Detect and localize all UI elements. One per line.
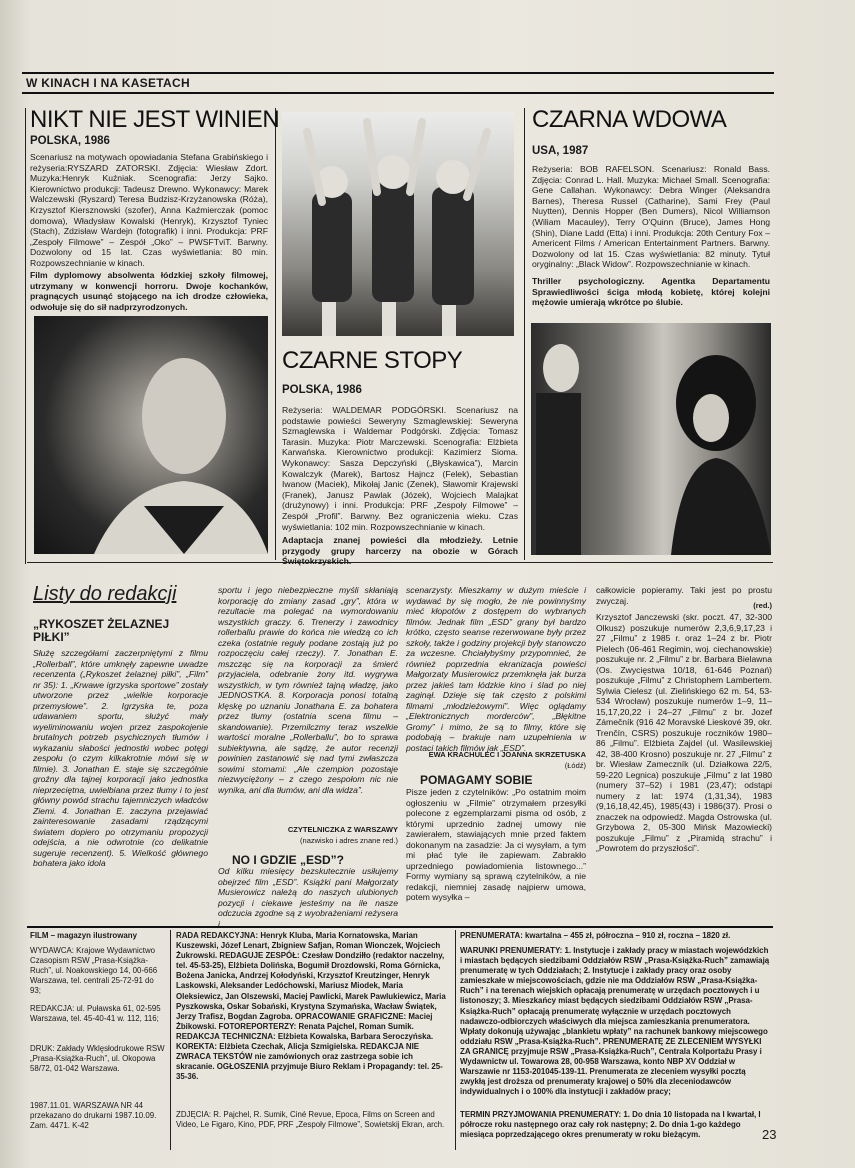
rule xyxy=(524,108,525,560)
footer-pren1: PRENUMERATA: kwartalna – 455 zł, półroczna – 910 zł, roczna – 1820 zł. xyxy=(460,931,731,940)
section-title: W KINACH I NA KASETACH xyxy=(26,76,190,90)
listy-col1: Służę szczegółami zaczerpniętymi z filmu „Rollerball”, które umknęły zapewne uwadze recenzenta („Rykoszet żelaznej piłki”, „Film” nr 35): 1. „Krwawe igrzyska sportowe” zostały utworzone przez „wielkie korporacje przemysłowe”. 2. Igrzyska te, poza udawaniem sportu, służyć mały wyeliminowaniu wojen przez zaspokojenie brutalnych potrzeb psychicznych tłumów i wykazaniu słabości jednostki wobec potęgi zespołu (o czym kilkakrotnie mówi się w filmie). 3. Jonathan E. staje się szczególnie groźny dla tajnej korporacji jako jednostka nieprzeciętna, uwielbiana przez tłumy i to jest główny powód strachu tajemniczych władców Ziemi. 4. Jonathan E. zaczyna przejawiać zainteresowanie zasadami rządzącymi światem dopiero po otrzymaniu propozycji odejścia, a nie odwrotnie (co delikatnie sugeruje recenzent). 5. Wielkość głównego bohatera jako idola xyxy=(33,648,208,868)
nikt-summary: Film dyplomowy absolwenta łódzkiej szkoły filmowej, utrzymany w konwencji horroru. Dwoje kochanków, pragnących usunąć stojącego na ich drodze człowieka, odwołuje się do sił nadprzyrodzonych. xyxy=(30,270,268,312)
czarne-credits: Reżyseria: WALDEMAR PODGÓRSKI. Scenariusz na podstawie powieści Seweryny Szmaglewskiej: Seweryna Szmaglewska i Waldemar Podgórski. Zdjęcia: Tomasz Tarasin. Muzyka: Piotr Marczewski. Scenografia: Elżbieta Karwańska. Kierownictwo produkcji: Kazimierz Sioma. Wykonawcy: Sasza Depczyński („Błyskawica”), Marcin Kowalczyk (Marek), Bartosz Hajncz (Felek), Sebastian Iwanow (Maciek), Mikołaj Janic (Zenek), Sławomir Krajewski (Franek), Janusz Pawlak (Józek), Wojciech Malajkat (drużynowy) i inni. Produkcja: PRF „Zespoły Filmowe” – Zespół „Profil”. Barwny. Bez ograniczenia wieku. Czas wyświetlania: 102 min. Rozpowszechnianie w kinach. xyxy=(282,405,518,532)
footer-dates: 1987.11.01. WARSZAWA NR 44 przekazano do drukarni 1987.10.09. Zam. 4471. K-42 xyxy=(30,1101,157,1131)
sig2: EWA KRACHULEC I JOANNA SKRZETUSKA xyxy=(428,750,586,759)
scouts-image xyxy=(282,112,514,336)
rule xyxy=(170,930,171,1150)
czarne-title: CZARNE STOPY xyxy=(282,347,463,374)
wdowa-country: USA, 1987 xyxy=(532,145,589,157)
rule xyxy=(25,108,26,564)
sig3: (red.) xyxy=(753,601,772,610)
listy-col2b: Od kilku miesięcy bezskutecznie usiłujemy obejrzeć film „ESD”. Książki pani Małgorzaty Musierowicz należą do naszych ulubionych pozycji i ciekawe jesteśmy na ile nasze odczucia zgodne są z wyobrażeniami reżysera i xyxy=(218,866,398,929)
footer-rada: RADA REDAKCYJNA: Henryk Kluba, Maria Kornatowska, Marian Kuszewski, Józef Lenart, Zbigniew Safjan, Roman Wionczek, Wojciech Żukrowski. REDAGUJE ZESPÓŁ: Czesław Dondziłło (redaktor naczelny, tel. 45-53-25), Elżbieta Dolińska, Bogumił Drozdowski, Roma Górnicka, Bożena Janicka, Andrzej Kołodyński, Krzysztof Kreutzinger, Henryk Laskowski, Aleksander Ledóchowski, Mariusz Miodek, Maria Oleksiewicz, Jan Olszewski, Maciej Pawlicki, Marek Pawlukiewicz, Maria Pyszkowska, Oskar Sobański, Krystyna Szymańska, Wacław Świątek, Jerzy Trafisz, Bogdan Zagroba. OPRACOWANIE GRAFICZNE: Maciej Żbikowski. FOTOREPORTERZY: Renata Pajchel, Roman Sumik. REDAKCJA TECHNICZNA: Elżbieta Kowalska, Barbara Seroczyńska. KOREKTA: Elżbieta Czechak, Alicja Szmigielska. REDAKCJA NIE ZWRACA TEKSTÓW nie zamówionych oraz zastrzega sobie ich skracanie. OGŁOSZENIA przyjmuje Biuro Reklam i Propagandy: tel. 25-35-36. xyxy=(176,931,446,1082)
footer-film: FILM – magazyn ilustrowany xyxy=(30,931,137,940)
listy-h1: „RYKOSZET ŻELAZNEJ PIŁKI” xyxy=(33,617,170,644)
couple-image xyxy=(531,323,771,555)
nikt-credits: Scenariusz na motywach opowiadania Stefana Grabińskiego i reżyseria:RYSZARD ZATORSKI. Zdjęcia: Wiesław Zdort. Muzyka:Henryk Kuźniak. Scenografia: Jerzy Sajko. Kierownictwo produkcji: Tadeusz Drewno. Wykonawcy: Marek Walczewski (Ryszard) Teresa Budzisz-Krzyżanowska (Róża), Krzysztof Kiersznowski (szofer), Anna Kaźmierczak (pomoc domowa), Władysław Kowalski (Henryk), Krzysztof Tyniec (Stach), Zdzisław Wardejn (fotografik) i inni. Produkcja: PRF „Zespoły Filmowe” – Zespół „Oko” – PWSFTviT. Barwny. Dozwolony od 15 lat. Czas wyświetlania: 80 min. Rozpowszechnianie w kinach. xyxy=(30,152,268,268)
listy-col4b: Krzysztof Janczewski (skr. poczt. 47, 32-300 Olkusz) poszukuje numerów 2,3,6,9,17,23 i 27 „Filmu” z 1985 r. oraz 1–24 z br. Piotr Pielech (06-461 Regimin, woj. ciechanowskie) poszukuje nr. 2 „Filmu” z br. Barbara Bielawna (Os. Zwycięstwa 10/18, 61-646 Poznań) poszukuje „Filmu” z Christophem Lambertem. Sylwia Cielesz (ul. Zielińskiego 62 m. 54, 53-534 Wrocław) poszukuje numerów 1–9, 11–15,17,20,22 i 24–27 „Filmu” z br. Jozef Zámečník (916 42 Moravské Lieskové 39, okr. Trenčín, CSRS) poszukuje roczników 1980–86 „Filmu”. Elżbieta Zajdel (ul. Wasilewskiej 42, 38-400 Krosno) poszukuje nr. 27 „Filmu” z br. Wiesław Zameczník (ul. Działkowa 22/5, 59-220 Legnica) poszukuje „Filmu” z lat 1980 (numery 37–52) i 1981 (23,47); odstąpi numery z lat: 1974 (1,31,34), 1983 (9,16,18,42,45), 1985(43) i 1986(37). Prosi o znaczek na odpowiedź. Magda Ostrowska (ul. Grzybowa 2, 05-300 Mińsk Mazowiecki) poszukuje „Filmu” z „Piramidą strachu” i „Powrotem do przyszłości”. xyxy=(596,612,772,853)
sig2b: (Łódź) xyxy=(564,761,586,770)
rule xyxy=(455,930,456,1150)
page-number: 23 xyxy=(762,1127,777,1142)
czarne-country: POLSKA, 1986 xyxy=(282,384,362,396)
nikt-photo xyxy=(34,316,268,554)
footer-druk: DRUK: Zakłady Wklęsłodrukowe RSW „Prasa-Książka-Ruch”, ul. Okopowa 58/72, 01-042 Warszawa. xyxy=(30,1044,165,1074)
listy-col3b: Pisze jeden z czytelników: „Po ostatnim moim ogłoszeniu w „Filmie” otrzymałem przesyłki polecone z egzemplarzami pisma od osób, z którymi uprzednio żadnej umowy nie zawierałem, stawiających mnie przed faktem dokonanym na zasadzie: Ja ci wysyłam, a tym mi płać tyle ile zapiewam. Zabrakło uprzedniego powiadomienia listownego...” Formy wymiany są sprawą czytelników, a nie redakcji, niemniej zasadę najpierw umowa, potem wysyłka – xyxy=(406,787,586,902)
rule xyxy=(275,108,276,560)
listy-col4: całkowicie popieramy. Taki jest po prostu zwyczaj. xyxy=(596,585,772,606)
wdowa-title: CZARNA WDOWA xyxy=(532,106,727,133)
sig1: CZYTELNICZKA Z WARSZAWY xyxy=(287,825,398,834)
footer-pren3: TERMIN PRZYJMOWANIA PRENUMERATY: 1. Do dnia 10 listopada na I kwartał, I półrocze roku następnego oraz cały rok następny; 2. Do dnia 1-go każdego miesiąca poprzedzającego okres prenumeraty w roku bieżącym. xyxy=(460,1110,761,1140)
czarne-photo xyxy=(282,112,514,336)
sig1b: (nazwisko i adres znane red.) xyxy=(300,836,398,845)
footer-pren2: WARUNKI PRENUMERATY: 1. Instytucje i zakłady pracy w miastach wojewódzkich i miastach będących siedzibami Oddziałów RSW „Prasa-Książka-Ruch” zamawiają prenumeratę w tych Oddziałach; 2. Instytucje i zakłady pracy oraz osoby zamieszkałe w miejscowościach, gdzie nie ma Oddziałów RSW „Prasa-Książka-Ruch” i na terenach wiejskich opłacają prenumeratę w urzędach pocztowych i u listonoszy; 3. Mieszkańcy miast będących siedzibami Oddziałów RSW „Prasa-Książka-Ruch” opłacają prenumeratę wyłącznie w urzędach pocztowych nadawczo-odbiorczych właściwych dla miejsca zamieszkania prenumeratora. Wpłaty dokonują używając „blankietu wpłaty” na rachunek bankowy miejscowego oddziału RSW „Prasa-Książka-Ruch”. PRENUMERATĘ ZE ZLECENIEM WYSYŁKI ZA GRANICĘ przyjmuje RSW „Prasa-Książka-Ruch”, Centrala Kolportażu Prasy i Wydawnictw ul. Towarowa 28, 00-958 Warszawa, konto NBP XV Oddział w Warszawie nr 1153-201045-139-11. Prenumerata ze zleceniem wysyłki pocztą zwykłą jest droższa od prenumeraty krajowej o 50% dla zleceniodawców indywidualnych i o 100% dla instytucji i zakładów pracy; xyxy=(460,946,770,1097)
wdowa-photo xyxy=(531,323,771,555)
footer-red: REDAKCJA: ul. Puławska 61, 02-595 Warszawa, tel. 45-40-41 w. 112, 116; xyxy=(30,1004,161,1024)
listy-col2: sportu i jego niebezpieczne myśli skłaniają korporację do zmiany zasad „gry”, która w rezultacie ma polegać na wymordowaniu wszystkich graczy. 6. Trenerzy i zawodnicy rollerballu prawie do końca nie wiedzą co ich czeka (ostatnie reguły podane zostają już po rozpoczęciu całej rzeczy). 7. Jonathan E. mszcząc się na korporacji za śmierć przyjaciela, odebranie żony itd. wygrywa wszystkich, w tym również tajną władzę, jako JEDNOSTKA. 8. Korporacja ponosi totalną klęskę po uznaniu Jonathana E. za bohatera przez tłumy (ostatnia scena filmu – skandowanie). Przemilczmy teraz wszelkie wartości moralne „Rollerballu”, bo to sprawa subiektywna, ale sądzę, że autor recenzji powinien zastanowić się nad tymi zwłaszcza sowimi stomami: „Ale czempion pozostaje niezwyciężony – z czego zespołom nic nie wynika, ani dla tłumów, ani dla widza”. xyxy=(218,585,398,795)
footer-zdjecia: ZDJĘCIA: R. Pajchel, R. Sumik, Ciné Revue, Epoca, Films on Screen and Video, Le Figaro, Kino, PDF, PRF „Zespoły Filmowe”, Sowietskij Ekran, arch. xyxy=(176,1110,445,1130)
rule xyxy=(27,926,773,928)
listy-h3: POMAGAMY SOBIE xyxy=(420,773,533,787)
czarne-summary: Adaptacja znanej powieści dla młodzieży. Letnie przygody grupy harcerzy na obozie w Górach Świętokrzyskich. xyxy=(282,535,518,567)
listy-header: Listy do redakcji xyxy=(33,583,177,605)
wdowa-credits: Reżyseria: BOB RAFELSON. Scenariusz: Ronald Bass. Zdjęcia: Conrad L. Hall. Muzyka: Michael Small. Scenografia: Gene Callahan. Wykonawcy: Debra Winger (Aleksandra Barnes), Theresa Russel (Catharine), Sami Frey (Paul Nuytten), Dennis Hopper (Ben Dumers), Nicol Williamson (Wiliam Macauley), Terry O'Quinn (Bruce), James Hong (Shin), Diane Ladd (Etta) i inni. Produkcja: 20th Century Fox – Americent Films / American Entertainment Partners. Barwny. Dozwolony od lat 15. Czas wyświetlania: 82 minuty. Tytuł oryginalny: „Black Widow”. Rozpowszechnianie w kinach. xyxy=(532,164,770,270)
listy-col3: scenarzysty. Mieszkamy w dużym mieście i wydawać by się mogło, że nie powinnyśmy mieć kłopotów z dostępem do wybranych filmów. Jednak film „ESD” grany był bardzo krótko, często seanse rezerwowane były przez szkoły, także i godziny projekcji były stanowczo za wczesne. Chciałybyśmy przypomnieć, że również poprzednia ekranizacja powieści Małgorzaty Musierowicz przemknęła jak burza przez jakieś tam łódzkie kino i ślad po niej zaginął. Dzieje się tak często z polskimi filmami „młodzieżowymi”. Więc oglądamy „Elektronicznych morderców”, „Błękitne Gromy” i mimo, że są to filmy, które się podobają – brakuje nam uzupełnienia w postaci takich filmów jak „ESD”. xyxy=(406,585,586,753)
man-portrait-image xyxy=(34,316,268,554)
nikt-title: NIKT NIE JEST WINIEN xyxy=(30,106,280,133)
wdowa-summary: Thriller psychologiczny. Agentka Departamentu Sprawiedliwości ściga młodą kobietę, której kolejni mężowie umierają wkrótce po ślubie. xyxy=(532,276,770,308)
nikt-country: POLSKA, 1986 xyxy=(30,135,110,147)
footer-wyd: WYDAWCA: Krajowe Wydawnictwo Czasopism RSW „Prasa-Książka-Ruch”, ul. Noakowskiego 14, 00-666 Warszawa, tel. centrali 25-72-91 do 93; xyxy=(30,946,158,996)
listy-h2: NO I GDZIE „ESD”? xyxy=(232,853,345,867)
section-bar xyxy=(22,72,774,94)
